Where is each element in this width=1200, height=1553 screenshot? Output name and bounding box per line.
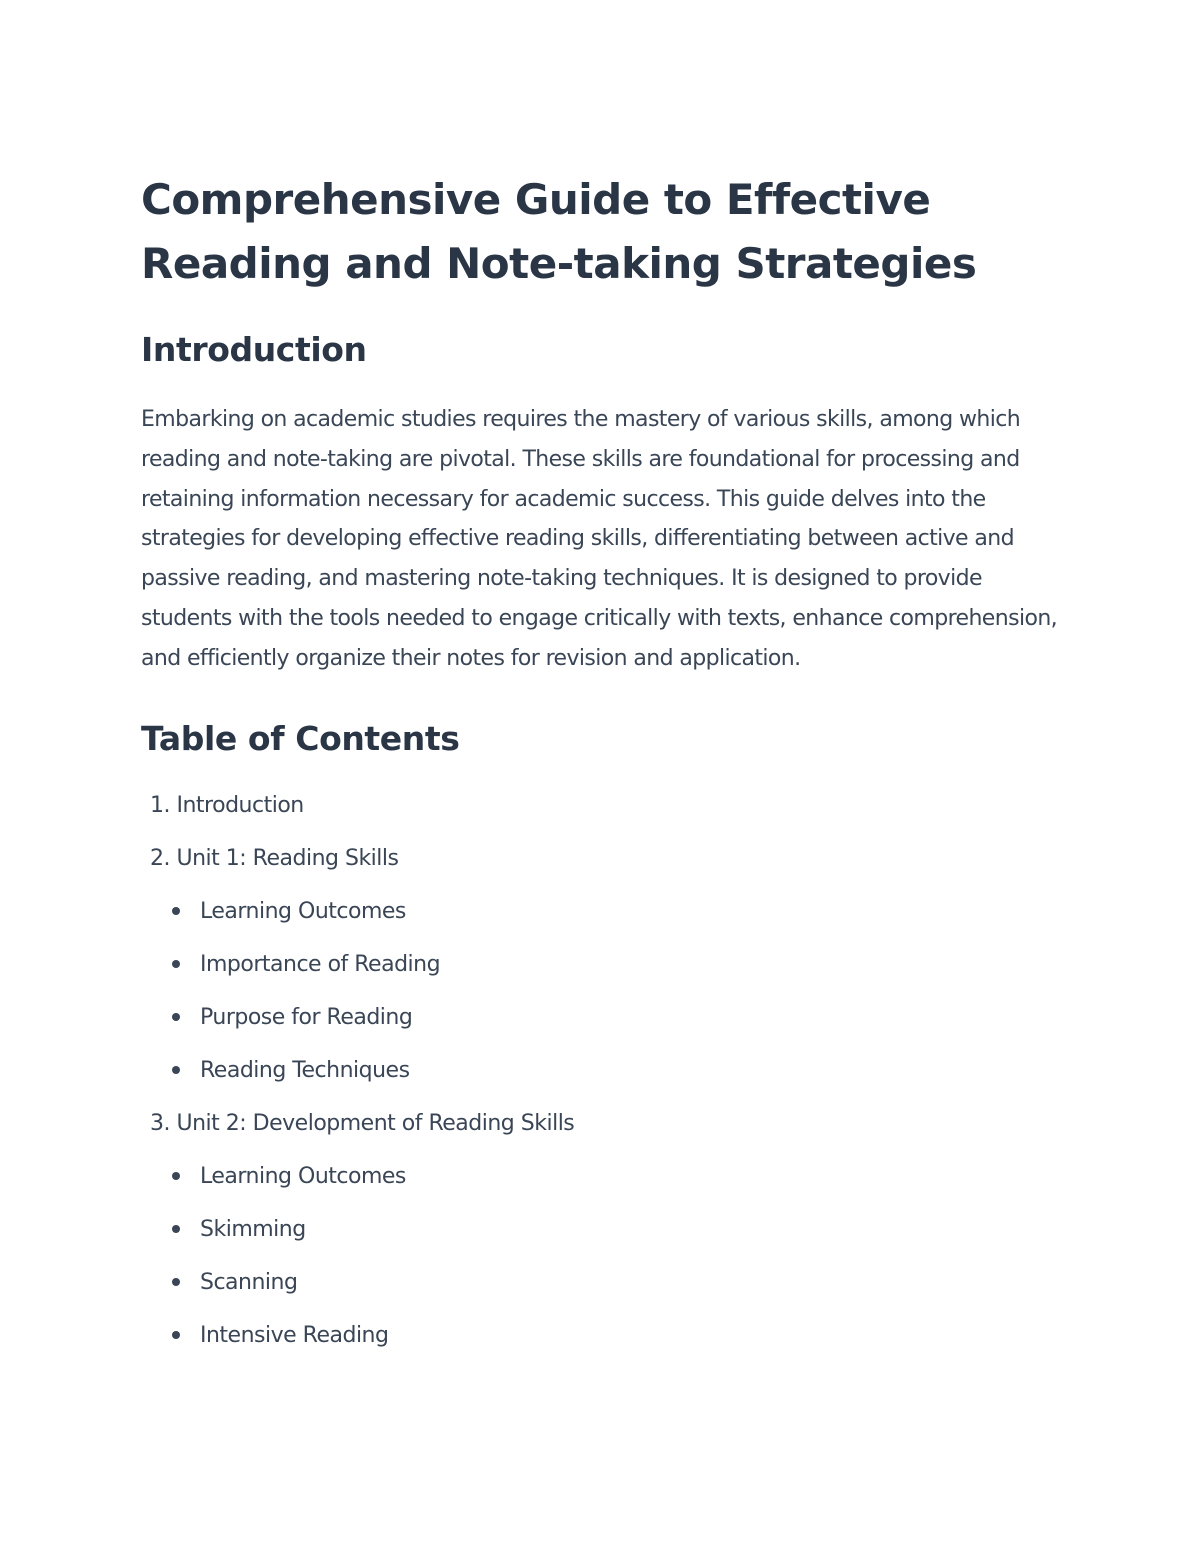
document-title-line-2: Reading and Note-taking Strategies [141, 239, 977, 288]
toc-item-introduction [141, 779, 1066, 832]
document-title [141, 168, 1066, 296]
introduction-paragraph: Embarking on academic studies requires the mastery of various skills, among which reading and note-taking are pivotal. These skills are foundational for processing and retaining information necessary for academic success. This guide delves into the strategies for developing effective reading skills, differentiating between active and passive reading, and mastering note-taking techniques. It is designed to provide students with the tools needed to engage critically with texts, enhance comprehension, and efficiently organize their notes for revision and application. [141, 407, 1058, 671]
toc-subitem [141, 1203, 1066, 1256]
introduction-heading: Introduction [141, 330, 367, 369]
toc-subitem [141, 1150, 1066, 1203]
document-page [141, 168, 1066, 1362]
table-of-contents-heading: Table of Contents [141, 718, 460, 758]
toc-item-number: 3. [150, 1110, 170, 1136]
toc-item-unit-2 [141, 1097, 1066, 1362]
toc-item-number: 1. [150, 792, 170, 818]
toc-subitem [141, 938, 1066, 991]
bullet-icon [172, 1225, 180, 1233]
toc-item-unit-1 [141, 832, 1066, 1097]
toc-item-number: 2. [150, 845, 170, 871]
toc-subitem-label: Skimming [200, 1216, 306, 1242]
toc-item-label: Introduction [176, 792, 304, 818]
toc-subitem [141, 1309, 1066, 1362]
toc-subitem-label: Intensive Reading [200, 1322, 389, 1348]
bullet-icon [172, 1172, 180, 1180]
toc-subitem-label: Reading Techniques [200, 1057, 410, 1083]
table-of-contents [141, 779, 1066, 1362]
bullet-icon [172, 960, 180, 968]
toc-subitem [141, 885, 1066, 938]
toc-subitem [141, 1256, 1066, 1309]
bullet-icon [172, 1066, 180, 1074]
toc-sublist-unit-1 [141, 885, 1066, 1097]
toc-subitem-label: Learning Outcomes [200, 1163, 406, 1189]
toc-subitem-label: Importance of Reading [200, 951, 441, 977]
document-title-line-1: Comprehensive Guide to Effective [141, 175, 931, 224]
toc-item-label: Unit 1: Reading Skills [176, 845, 399, 871]
bullet-icon [172, 1278, 180, 1286]
bullet-icon [172, 907, 180, 915]
toc-subitem [141, 991, 1066, 1044]
toc-subitem-label: Purpose for Reading [200, 1004, 413, 1030]
toc-sublist-unit-2 [141, 1150, 1066, 1362]
bullet-icon [172, 1013, 180, 1021]
toc-subitem-label: Scanning [200, 1269, 298, 1295]
toc-subitem-label: Learning Outcomes [200, 898, 406, 924]
toc-subitem [141, 1044, 1066, 1097]
toc-item-label: Unit 2: Development of Reading Skills [176, 1110, 575, 1136]
bullet-icon [172, 1331, 180, 1339]
